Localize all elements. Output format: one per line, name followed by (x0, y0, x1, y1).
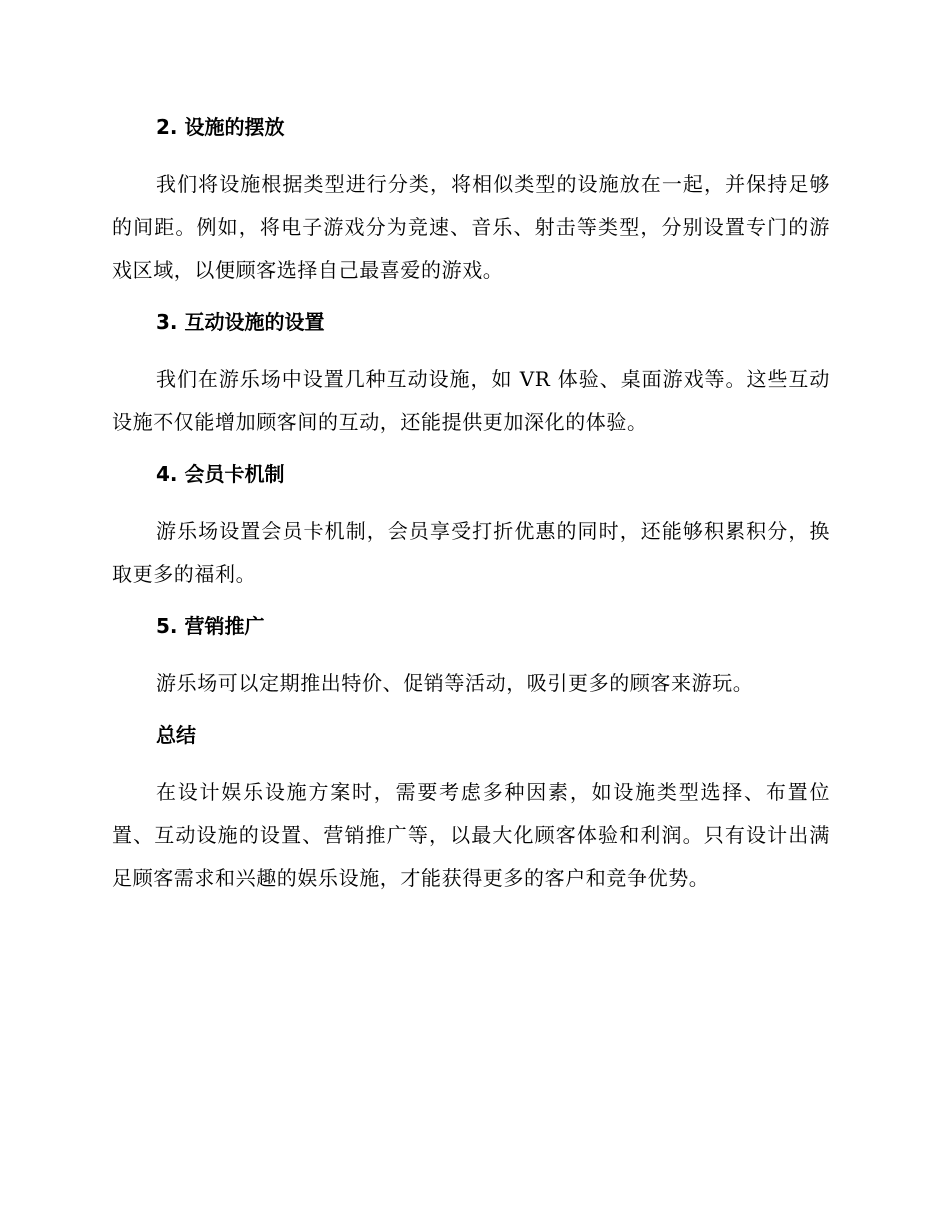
section-summary (112, 716, 830, 900)
section-heading: 3. 互动设施的设置 (156, 310, 325, 334)
section-paragraph: 我们将设施根据类型进行分类，将相似类型的设施放在一起，并保持足够的间距。例如，将电子游戏分为竞速、音乐、射击等类型，分别设置专门的游戏区域，以便顾客选择自己最喜爱的游戏。 (112, 172, 830, 282)
section-paragraph: 游乐场设置会员卡机制，会员享受打折优惠的同时，还能够积累积分，换取更多的福利。 (112, 519, 830, 586)
section-heading: 总结 (156, 723, 196, 747)
section-paragraph: 游乐场可以定期推出特价、促销等活动，吸引更多的顾客来游玩。 (156, 671, 754, 695)
section-heading: 2. 设施的摆放 (156, 115, 285, 139)
section-facility-placement (112, 108, 830, 292)
section-interactive-facilities (112, 303, 830, 444)
section-heading: 5. 营销推广 (156, 614, 265, 638)
section-paragraph: 我们在游乐场中设置几种互动设施，如 VR 体验、桌面游戏等。这些互动设施不仅能增加顾客间的互动，还能提供更加深化的体验。 (112, 367, 830, 434)
section-marketing (112, 607, 830, 705)
section-paragraph: 在设计娱乐设施方案时，需要考虑多种因素，如设施类型选择、布置位置、互动设施的设置、营销推广等，以最大化顾客体验和利润。只有设计出满足顾客需求和兴趣的娱乐设施，才能获得更多的客户和竞争优势。 (112, 780, 830, 890)
section-heading: 4. 会员卡机制 (156, 462, 285, 486)
document-page (112, 108, 830, 911)
section-membership-card (112, 455, 830, 596)
